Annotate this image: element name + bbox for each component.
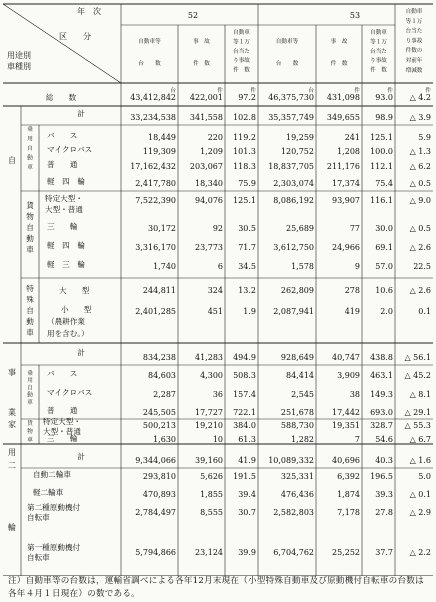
jika-kamotsu-row-label: 大型・普通	[45, 205, 83, 214]
jigyou-jouyou-row-col-3: 2,545	[291, 390, 314, 399]
jika-jouyou-row-col-1: 203,067	[189, 162, 223, 171]
nirin-row-col-1: 23,124	[195, 548, 223, 557]
jika-tokushu-row-label: 大 型	[59, 286, 90, 295]
statistics-table	[3, 3, 433, 576]
jigyou-kamotsu-row-col-4: 7	[354, 435, 360, 444]
jika-total-label: 計	[77, 109, 85, 118]
jika-tokushu-row-col-4: 278	[344, 286, 360, 295]
jika-kamotsu-row-col-2: 71.7	[238, 243, 256, 252]
total-col-5: 93.0	[375, 93, 393, 102]
total-col-3: 46,375,730	[268, 93, 314, 102]
jika-kamotsu-row-col-5: 30.0	[375, 224, 393, 233]
jika-jouyou-row-col-0: 2,417,780	[135, 179, 176, 188]
jika-kamotsu-row-label: 三 輪	[47, 222, 78, 231]
jigyou-jouyou-row-col-3: 84,414	[286, 371, 314, 380]
jika-kamotsu-row-col-0: 1,740	[153, 262, 176, 271]
header-col-2: 等１万	[233, 39, 250, 46]
nirin-row-label: 第一種原動機付	[27, 543, 81, 552]
jigyou-kamotsu-row-col-5: 54.6	[375, 435, 393, 444]
jigyou-total-col-4: 40,747	[332, 353, 360, 362]
jigyou-total-col-2: 494.9	[233, 353, 256, 362]
unit-label: 件	[217, 88, 223, 94]
jigyou-jouyou-row-col-0: 84,603	[148, 371, 176, 380]
jika-jouyou-label: 乗	[27, 127, 33, 133]
jika-tokushu-row-col-3: 2,087,941	[273, 307, 314, 316]
jika-tokushu-row-col-1: 324	[207, 286, 223, 295]
nirin-row-label: 自転車	[27, 513, 50, 522]
jigyou-jouyou-label: 乗	[27, 371, 33, 377]
jigyou-section-label: 事	[8, 368, 16, 377]
jika-tokushu-label: 特	[26, 284, 34, 293]
jika-tokushu-label: 殊	[26, 295, 34, 304]
rule	[3, 4, 121, 83]
header-col-2: 台当た	[233, 48, 250, 55]
jika-kamotsu-row-col-1: 23,773	[195, 243, 223, 252]
header-col-1: 事 故	[193, 39, 210, 45]
jigyou-total-col-0: 834,238	[142, 353, 176, 362]
jika-kamotsu-row-col-4: 93,907	[332, 196, 360, 205]
jika-kamotsu-row-col-3: 3,612,750	[273, 243, 314, 252]
header-col-1: 件 数	[193, 61, 210, 67]
jigyou-kamotsu-row-col-3: 1,282	[291, 435, 314, 444]
jigyou-kamotsu-row-col-2: 61.3	[238, 435, 256, 444]
nirin-row-col-6: △ 2.2	[409, 548, 431, 557]
jika-total-col-2: 102.8	[233, 113, 256, 122]
nirin-row-label: 自動二輪車	[33, 470, 71, 479]
jika-kamotsu-row-col-6: 22.5	[413, 262, 431, 271]
nirin-row-col-0: 293,810	[142, 472, 176, 481]
nirin-row-col-4: 1,874	[337, 490, 360, 499]
jigyou-kamotsu-row-col-3: 588,730	[280, 421, 314, 430]
unit-label: 件	[425, 88, 431, 94]
jigyou-kamotsu-row-label: 大型・普通	[43, 427, 81, 436]
jika-jouyou-row-col-2: 119.2	[233, 133, 256, 142]
jika-jouyou-row-col-1: 18,340	[195, 179, 223, 188]
nirin-row-col-1: 1,855	[200, 490, 223, 499]
jika-kamotsu-row-col-1: 6	[217, 262, 223, 271]
jigyou-jouyou-row-col-0: 245,505	[142, 408, 176, 417]
jika-tokushu-row-col-2: 13.2	[238, 286, 256, 295]
header-col-5: 件 数	[370, 67, 387, 74]
jika-jouyou-label: 用	[27, 136, 33, 143]
jigyou-jouyou-row-col-5: 693.0	[370, 408, 393, 417]
jika-jouyou-label: 動	[27, 155, 33, 162]
jika-jouyou-row-col-2: 118.3	[233, 162, 256, 171]
jika-tokushu-row-col-0: 244,811	[142, 286, 176, 295]
nirin-section-label: 二	[8, 461, 16, 470]
jika-jouyou-row-col-3: 19,259	[286, 133, 314, 142]
header-year-52: 52	[187, 11, 199, 20]
jika-jouyou-row-label: 普 通	[47, 160, 78, 169]
jigyou-jouyou-row-col-6: △ 8.1	[409, 390, 431, 399]
jigyou-jouyou-row-label: マイクロバス	[47, 388, 93, 397]
jika-tokushu-row-col-1: 451	[207, 307, 223, 316]
jigyou-jouyou-row-col-4: 38	[349, 390, 360, 399]
jika-jouyou-row-label: 軽 四 輪	[47, 177, 85, 186]
nirin-total-col-3: 10,089,332	[268, 456, 314, 465]
jika-tokushu-row-label: 小 型	[61, 305, 92, 314]
jika-jouyou-row-col-3: 120,752	[280, 147, 314, 156]
nirin-total-col-0: 9,344,066	[135, 456, 176, 465]
nirin-row-col-4: 7,178	[337, 508, 360, 517]
nirin-row-col-0: 2,784,497	[135, 508, 176, 517]
jigyou-jouyou-row-col-6: △ 45.2	[404, 371, 431, 380]
jika-jouyou-label: 自	[27, 146, 33, 152]
jika-jouyou-row-col-0: 17,162,432	[130, 162, 176, 171]
jika-total-col-1: 341,558	[189, 113, 223, 122]
jika-total-col-0: 33,234,538	[130, 113, 176, 122]
table-footnote: 注）自動車等の台数は，運輸省調べによる各年12月末現在（小型特殊自動車及び原動機付自転車の台数は各年４月１日現在）の数である。	[8, 576, 424, 599]
jika-kamotsu-label: 貨	[26, 201, 34, 210]
jigyou-section-label: 用	[8, 448, 16, 457]
jigyou-jouyou-row-col-0: 2,287	[153, 390, 176, 399]
header-col-change: 台当た	[405, 28, 423, 35]
nirin-row-col-4: 6,392	[337, 472, 360, 481]
jigyou-jouyou-row-label: 普 通	[47, 406, 78, 415]
jigyou-jouyou-row-col-1: 4,300	[200, 371, 223, 380]
unit-label: 件	[250, 88, 256, 94]
jika-jouyou-row-col-2: 75.9	[238, 179, 256, 188]
nirin-row-label: 第二種原動機付	[27, 503, 81, 512]
nirin-row-col-6: △ 2.9	[409, 508, 431, 517]
nirin-row-col-5: 39.3	[375, 490, 393, 499]
jigyou-kamotsu-row-label: 三 輪	[47, 434, 78, 443]
header-col-2: 件 数	[233, 67, 250, 74]
jika-jouyou-row-col-0: 119,309	[142, 147, 176, 156]
header-col-change: 増減数	[405, 67, 423, 74]
nirin-row-col-6: △ 0.1	[409, 490, 431, 499]
jigyou-jouyou-row-col-1: 17,727	[195, 408, 223, 417]
jigyou-jouyou-row-col-2: 722.1	[233, 408, 256, 417]
jika-total-col-6: △ 3.9	[409, 113, 431, 122]
jika-kamotsu-row-label: 軽 四 輪	[47, 241, 85, 250]
total-col-0: 43,412,842	[130, 93, 176, 102]
jika-tokushu-row-col-0: 2,401,285	[135, 307, 176, 316]
jigyou-jouyou-label: 動	[27, 392, 33, 399]
jika-jouyou-label: 車	[27, 165, 33, 171]
unit-label: 件	[354, 88, 360, 94]
nirin-row-col-5: 196.5	[370, 472, 393, 481]
jika-tokushu-label: 車	[26, 328, 34, 337]
header-col-change: 件数の	[405, 48, 423, 55]
total-col-4: 431,098	[326, 93, 360, 102]
jika-jouyou-row-label: マイクロバス	[47, 145, 93, 154]
jigyou-total-label: 計	[77, 348, 85, 357]
nirin-row-col-2: 30.7	[238, 508, 256, 517]
jigyou-jouyou-row-col-5: 463.1	[370, 371, 393, 380]
nirin-row-col-0: 470,893	[142, 490, 176, 499]
jika-total-col-3: 35,357,749	[268, 113, 314, 122]
jika-kamotsu-row-col-2: 34.5	[238, 262, 256, 271]
nirin-row-col-3: 6,704,762	[273, 548, 314, 557]
jika-jouyou-row-col-4: 241	[344, 133, 360, 142]
total-col-1: 422,001	[189, 93, 223, 102]
jigyou-kamotsu-row-col-4: 19,351	[332, 421, 360, 430]
header-col-5: 台当た	[370, 48, 387, 55]
jika-jouyou-row-col-4: 17,374	[332, 179, 360, 188]
jika-tokushu-row-col-6: 0.1	[418, 307, 431, 316]
jika-jouyou-row-col-3: 2,303,074	[273, 179, 314, 188]
nirin-section-label: 輪	[8, 523, 16, 532]
header-col-3: 台 数	[275, 61, 299, 67]
jika-tokushu-row-col-6: △ 2.6	[409, 286, 431, 295]
header-youto: 用途別	[7, 51, 31, 60]
header-year-53: 53	[349, 11, 361, 20]
jika-jouyou-row-col-6: 5.9	[418, 133, 431, 142]
jigyou-jouyou-row-col-5: 149.3	[370, 390, 393, 399]
header-col-5: り事故	[370, 58, 387, 65]
jika-tokushu-row-label: （農耕作業	[47, 317, 85, 326]
jika-tokushu-row-col-5: 2.0	[380, 307, 393, 316]
jigyou-jouyou-row-col-6: △ 29.1	[404, 408, 431, 417]
nirin-row-label: 自転車	[27, 553, 50, 562]
jika-jouyou-row-col-2: 101.3	[233, 147, 256, 156]
unit-label: 件	[387, 88, 393, 94]
jika-tokushu-row-label: 用を含む。）	[47, 329, 89, 338]
unit-label: 台	[308, 88, 314, 94]
jika-kamotsu-row-col-1: 94,076	[195, 196, 223, 205]
jika-jouyou-row-col-3: 18,837,705	[268, 162, 314, 171]
header-kubun: 区 分	[59, 32, 91, 41]
jigyou-jouyou-row-col-2: 157.4	[233, 390, 256, 399]
jika-kamotsu-row-col-5: 69.1	[375, 243, 393, 252]
nirin-row-col-4: 25,252	[332, 548, 360, 557]
jika-tokushu-row-col-2: 1.9	[243, 307, 256, 316]
jika-kamotsu-row-col-1: 92	[212, 224, 223, 233]
unit-label: 台	[170, 88, 176, 94]
total-label: 総 数	[45, 93, 77, 102]
jika-kamotsu-row-col-4: 24,966	[332, 243, 360, 252]
jika-jouyou-row-col-6: △ 0.5	[409, 179, 431, 188]
jika-jouyou-row-col-5: 112.1	[370, 162, 393, 171]
nirin-total-col-6: △ 1.6	[409, 456, 431, 465]
jika-tokushu-label: 自	[26, 306, 34, 315]
header-col-3: 自動車等	[275, 39, 299, 45]
jika-total-col-4: 349,655	[326, 113, 360, 122]
jigyou-jouyou-row-label: バ ス	[47, 369, 78, 378]
jigyou-kamotsu-label: 物	[27, 429, 33, 436]
jika-jouyou-row-col-0: 18,449	[148, 133, 176, 142]
header-col-2: 自動車	[233, 30, 250, 36]
jika-kamotsu-row-col-2: 30.5	[238, 224, 256, 233]
jika-kamotsu-row-col-3: 25,689	[286, 224, 314, 233]
jigyou-kamotsu-row-col-0: 1,630	[153, 435, 176, 444]
jika-kamotsu-row-col-4: 9	[354, 262, 360, 271]
nirin-total-col-4: 40,696	[332, 456, 360, 465]
jika-jouyou-row-col-5: 75.4	[375, 179, 393, 188]
jigyou-kamotsu-row-label: 特定大型・	[43, 417, 81, 426]
jika-kamotsu-label: 物	[26, 212, 34, 221]
jika-kamotsu-row-col-3: 1,578	[291, 262, 314, 271]
total-col-2: 97.2	[238, 93, 256, 102]
header-nenji: 年 次	[77, 7, 101, 16]
jika-kamotsu-row-col-0: 30,172	[148, 224, 176, 233]
header-col-5: 自動車	[370, 30, 387, 36]
jigyou-kamotsu-row-col-6: △ 55.3	[404, 421, 431, 430]
nirin-row-col-5: 27.8	[375, 508, 393, 517]
nirin-row-col-1: 8,555	[200, 508, 223, 517]
jigyou-total-col-5: 438.8	[370, 353, 393, 362]
jigyou-section-label: 業	[8, 408, 16, 417]
jigyou-jouyou-label: 自	[27, 385, 33, 392]
nirin-total-col-5: 40.3	[375, 456, 393, 465]
header-col-0: 台 数	[138, 61, 161, 67]
header-col-4: 件 数	[330, 61, 348, 67]
jigyou-kamotsu-label: 貨	[27, 421, 33, 427]
nirin-row-col-2: 39.9	[238, 548, 256, 557]
nirin-row-label: 軽二輪車	[33, 488, 64, 497]
nirin-row-col-3: 2,582,803	[273, 508, 314, 517]
jika-kamotsu-row-col-2: 125.1	[233, 196, 256, 205]
jika-kamotsu-row-col-5: 57.0	[375, 262, 393, 271]
jika-kamotsu-row-col-6: △ 0.5	[409, 224, 431, 233]
jika-kamotsu-row-col-6: △ 2.6	[409, 243, 431, 252]
jika-kamotsu-row-label: 軽 三 輪	[47, 260, 85, 269]
jika-section-label: 家	[8, 420, 16, 429]
jika-jouyou-row-col-5: 125.1	[370, 133, 393, 142]
jika-kamotsu-row-col-3: 8,086,192	[273, 196, 314, 205]
jika-section-label: 自	[8, 156, 16, 165]
header-col-change: 自動車	[405, 9, 423, 15]
jika-kamotsu-label: 車	[26, 245, 34, 254]
nirin-row-col-3: 325,331	[280, 472, 314, 481]
jika-jouyou-row-col-4: 211,176	[326, 162, 360, 171]
jika-kamotsu-row-label: 特定大型・	[45, 194, 83, 203]
jigyou-total-col-1: 41,283	[195, 353, 223, 362]
jika-kamotsu-row-col-0: 7,522,390	[135, 196, 176, 205]
jigyou-kamotsu-row-col-5: 328.7	[370, 421, 393, 430]
jigyou-kamotsu-row-col-0: 500,213	[142, 421, 176, 430]
nirin-row-col-3: 476,436	[280, 490, 314, 499]
jika-jouyou-row-col-5: 100.0	[370, 147, 393, 156]
jika-jouyou-row-col-4: 1,208	[337, 147, 360, 156]
header-shashu: 車種別	[7, 62, 31, 71]
jika-kamotsu-label: 動	[26, 234, 34, 243]
nirin-row-col-2: 191.5	[233, 472, 256, 481]
nirin-row-col-1: 5,626	[200, 472, 223, 481]
header-col-4: 事 故	[330, 39, 348, 45]
header-col-5: 等１万	[370, 39, 387, 46]
jika-jouyou-row-col-6: △ 6.2	[409, 162, 431, 171]
jika-tokushu-row-col-4: 419	[344, 307, 360, 316]
jika-tokushu-label: 動	[26, 317, 34, 326]
jika-tokushu-row-col-3: 262,809	[280, 286, 314, 295]
jigyou-total-col-3: 928,649	[280, 353, 314, 362]
header-col-change: 対前年	[405, 58, 423, 64]
header-col-change: り事故	[405, 38, 423, 45]
jika-total-col-5: 98.9	[375, 113, 393, 122]
jigyou-total-col-6: △ 56.1	[404, 353, 431, 362]
jigyou-kamotsu-row-col-1: 19,210	[195, 421, 223, 430]
nirin-row-col-5: 37.7	[375, 548, 393, 557]
jika-kamotsu-label: 自	[26, 223, 34, 232]
jika-jouyou-row-col-6: △ 1.3	[409, 147, 431, 156]
jika-kamotsu-row-col-4: 77	[349, 224, 360, 233]
jigyou-jouyou-row-col-1: 36	[212, 390, 223, 399]
nirin-total-label: 計	[77, 452, 85, 461]
jika-tokushu-row-col-5: 10.6	[375, 286, 393, 295]
nirin-row-col-6: 5.0	[418, 472, 431, 481]
jika-kamotsu-row-col-5: 116.1	[370, 196, 393, 205]
jigyou-jouyou-row-col-4: 3,909	[337, 371, 360, 380]
jika-kamotsu-row-col-0: 3,316,170	[135, 243, 176, 252]
jigyou-jouyou-row-col-2: 508.3	[233, 371, 256, 380]
jika-jouyou-row-col-1: 220	[207, 133, 223, 142]
jigyou-kamotsu-label: 車	[27, 437, 33, 444]
nirin-row-col-2: 39.4	[238, 490, 256, 499]
jigyou-kamotsu-row-col-2: 384.0	[233, 421, 256, 430]
jika-kamotsu-row-col-6: △ 9.0	[409, 196, 431, 205]
header-col-2: り事故	[233, 58, 250, 65]
header-col-change: 等１万	[405, 18, 423, 25]
nirin-total-col-2: 41.9	[238, 456, 256, 465]
jika-jouyou-row-label: バ ス	[47, 131, 78, 140]
jigyou-kamotsu-row-col-1: 10	[212, 435, 223, 444]
jigyou-jouyou-label: 用	[27, 378, 33, 385]
jigyou-jouyou-label: 車	[27, 399, 33, 406]
nirin-total-col-1: 39,160	[195, 456, 223, 465]
total-col-6: △ 4.2	[409, 93, 431, 102]
jigyou-kamotsu-row-col-6: △ 6.7	[409, 435, 431, 444]
jigyou-jouyou-row-col-3: 251,678	[280, 408, 314, 417]
nirin-row-col-0: 5,794,866	[135, 548, 176, 557]
jika-jouyou-row-col-1: 1,209	[200, 147, 223, 156]
header-col-0: 自動車等	[138, 39, 161, 45]
jigyou-jouyou-row-col-4: 17,442	[332, 408, 360, 417]
